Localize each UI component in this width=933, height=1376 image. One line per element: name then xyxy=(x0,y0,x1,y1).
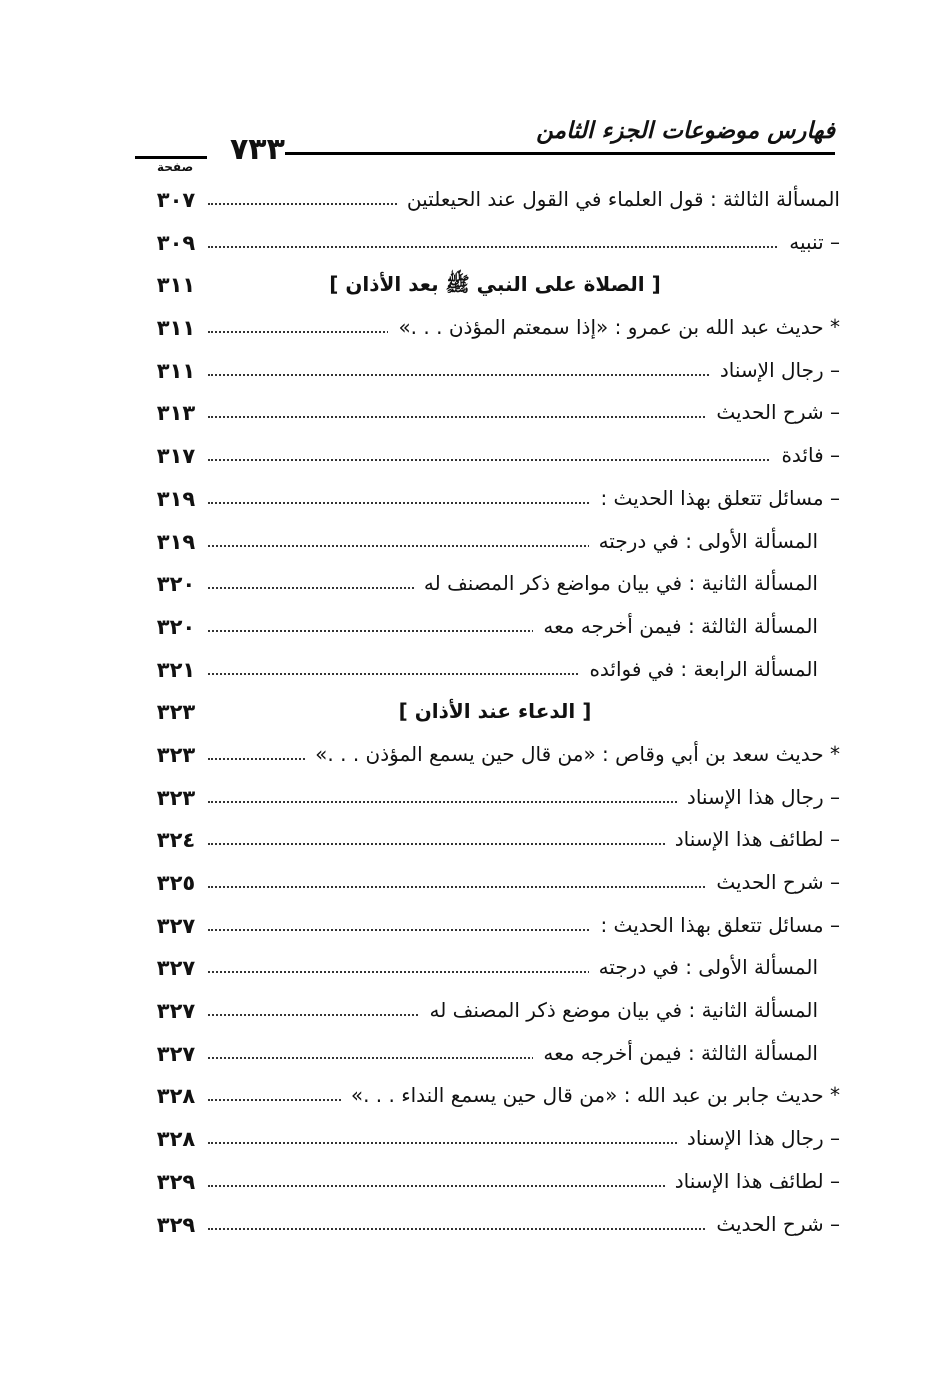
toc-entry-title: – شرح الحديث xyxy=(706,1212,840,1236)
toc-page-number: ٣٢٩ xyxy=(156,1169,196,1194)
toc-entry-title: * حديث جابر بن عبد الله : «من قال حين يسمع النداء . . .» xyxy=(341,1083,840,1107)
toc-entry-title: المسألة الثانية : في بيان موضع ذكر المصنف له xyxy=(419,998,818,1022)
toc-entry xyxy=(150,1206,840,1249)
toc-entry xyxy=(150,651,840,694)
toc-entry xyxy=(150,864,840,907)
toc-page-number: ٣٢٠ xyxy=(156,572,196,597)
toc-entry-title: – لطائف هذا الإسناد xyxy=(665,827,840,851)
toc-page-number: ٣٢٧ xyxy=(156,913,196,938)
toc-entry xyxy=(150,480,840,523)
toc-entry-title: * حديث عبد الله بن عمرو : «إذا سمعتم المؤذن . . .» xyxy=(388,315,840,339)
toc-page-number: ٣٢٤ xyxy=(156,828,196,853)
toc-entry-title: المسألة الثالثة : قول العلماء في القول عند الحيعلتين xyxy=(397,187,840,211)
toc-page-number: ٣٠٧ xyxy=(156,188,196,212)
toc-entry xyxy=(150,736,840,779)
toc-entry-title: [ الصلاة على النبي ﷺ بعد الأذان ] xyxy=(329,272,661,297)
toc-page-number: ٣٢٣ xyxy=(156,742,196,767)
toc-page-number: ٣٢٣ xyxy=(156,785,196,810)
toc-entry xyxy=(150,821,840,864)
column-rule xyxy=(135,156,207,159)
toc-page-number: ٣٢٣ xyxy=(156,700,196,725)
toc-entry-title: – شرح الحديث xyxy=(706,400,840,424)
toc-entry xyxy=(150,181,840,224)
toc-section-heading xyxy=(150,266,840,309)
toc-entry xyxy=(150,352,840,395)
toc-entry xyxy=(150,949,840,992)
toc-entry xyxy=(150,1077,840,1120)
toc-entry-title: المسألة الثالثة : فيمن أخرجه معه xyxy=(533,614,818,638)
toc-entry xyxy=(150,437,840,480)
toc-entry xyxy=(150,565,840,608)
header-rule xyxy=(285,152,835,155)
toc-entry xyxy=(150,608,840,651)
page-column-label: صفحة xyxy=(157,160,194,174)
toc-entry xyxy=(150,224,840,267)
toc-entry xyxy=(150,523,840,566)
toc-entry xyxy=(150,779,840,822)
toc-page-number: ٣٢٨ xyxy=(156,1127,196,1152)
toc-entry-title: – رجال الإسناد xyxy=(710,358,840,382)
toc-page-number: ٣٢١ xyxy=(156,657,196,682)
toc-entry-title: – تنبيه xyxy=(779,230,840,254)
toc-entry xyxy=(150,1120,840,1163)
toc-page-number: ٣٢٥ xyxy=(156,871,196,895)
toc-page-number: ٣٠٩ xyxy=(156,230,196,255)
toc-entry xyxy=(150,394,840,437)
toc-entry-title: [ الدعاء عند الأذان ] xyxy=(398,699,592,724)
toc-page-number: ٣٢٠ xyxy=(156,614,196,639)
toc-entry-title: المسألة الثالثة : فيمن أخرجه معه xyxy=(533,1041,818,1065)
toc-page-number: ٣٢٧ xyxy=(156,956,196,981)
toc-entry-title: – شرح الحديث xyxy=(706,870,840,894)
toc-section-heading xyxy=(150,693,840,736)
toc-page-number: ٣٢٧ xyxy=(156,999,196,1024)
toc-entry-title: – رجال هذا الإسناد xyxy=(677,1126,840,1150)
toc-page-number: ٣١٣ xyxy=(156,401,196,426)
running-title: فهارس موضوعات الجزء الثامن xyxy=(536,118,835,144)
toc-page-number: ٣٢٧ xyxy=(156,1041,196,1066)
table-of-contents xyxy=(150,181,840,1248)
toc-page-number: ٣١٧ xyxy=(156,444,196,469)
toc-entry-title: – لطائف هذا الإسناد xyxy=(665,1169,840,1193)
toc-entry-title: – مسائل تتعلق بهذا الحديث : xyxy=(590,486,840,510)
dot-leader xyxy=(208,246,840,248)
toc-page-number: ٣١٩ xyxy=(156,529,196,554)
toc-page-number: ٣١١ xyxy=(156,316,196,341)
toc-entry-title: – رجال هذا الإسناد xyxy=(677,785,840,809)
toc-page-number: ٣١١ xyxy=(156,273,196,298)
page-number: ٧٣٣ xyxy=(230,132,285,167)
toc-page-number: ٣٢٨ xyxy=(156,1084,196,1109)
toc-entry xyxy=(150,1163,840,1206)
toc-entry-title: – مسائل تتعلق بهذا الحديث : xyxy=(590,913,840,937)
toc-entry-title: المسألة الأولى : في درجته xyxy=(589,529,818,553)
toc-page-number: ٣١١ xyxy=(156,358,196,383)
toc-entry xyxy=(150,1035,840,1078)
toc-page-number: ٣١٩ xyxy=(156,486,196,511)
dot-leader xyxy=(208,459,840,461)
toc-entry-title: – فائدة xyxy=(771,443,840,467)
toc-entry xyxy=(150,907,840,950)
toc-page-number: ٣٢٩ xyxy=(156,1212,196,1237)
toc-entry-title: * حديث سعد بن أبي وقاص : «من قال حين يسمع المؤذن . . .» xyxy=(305,742,840,766)
toc-entry xyxy=(150,309,840,352)
toc-entry-title: المسألة الأولى : في درجته xyxy=(589,955,818,979)
toc-entry-title: المسألة الرابعة : في فوائده xyxy=(579,657,818,681)
toc-entry-title: المسألة الثانية : في بيان مواضع ذكر المصنف له xyxy=(414,571,818,595)
toc-entry xyxy=(150,992,840,1035)
page-header xyxy=(135,112,835,172)
